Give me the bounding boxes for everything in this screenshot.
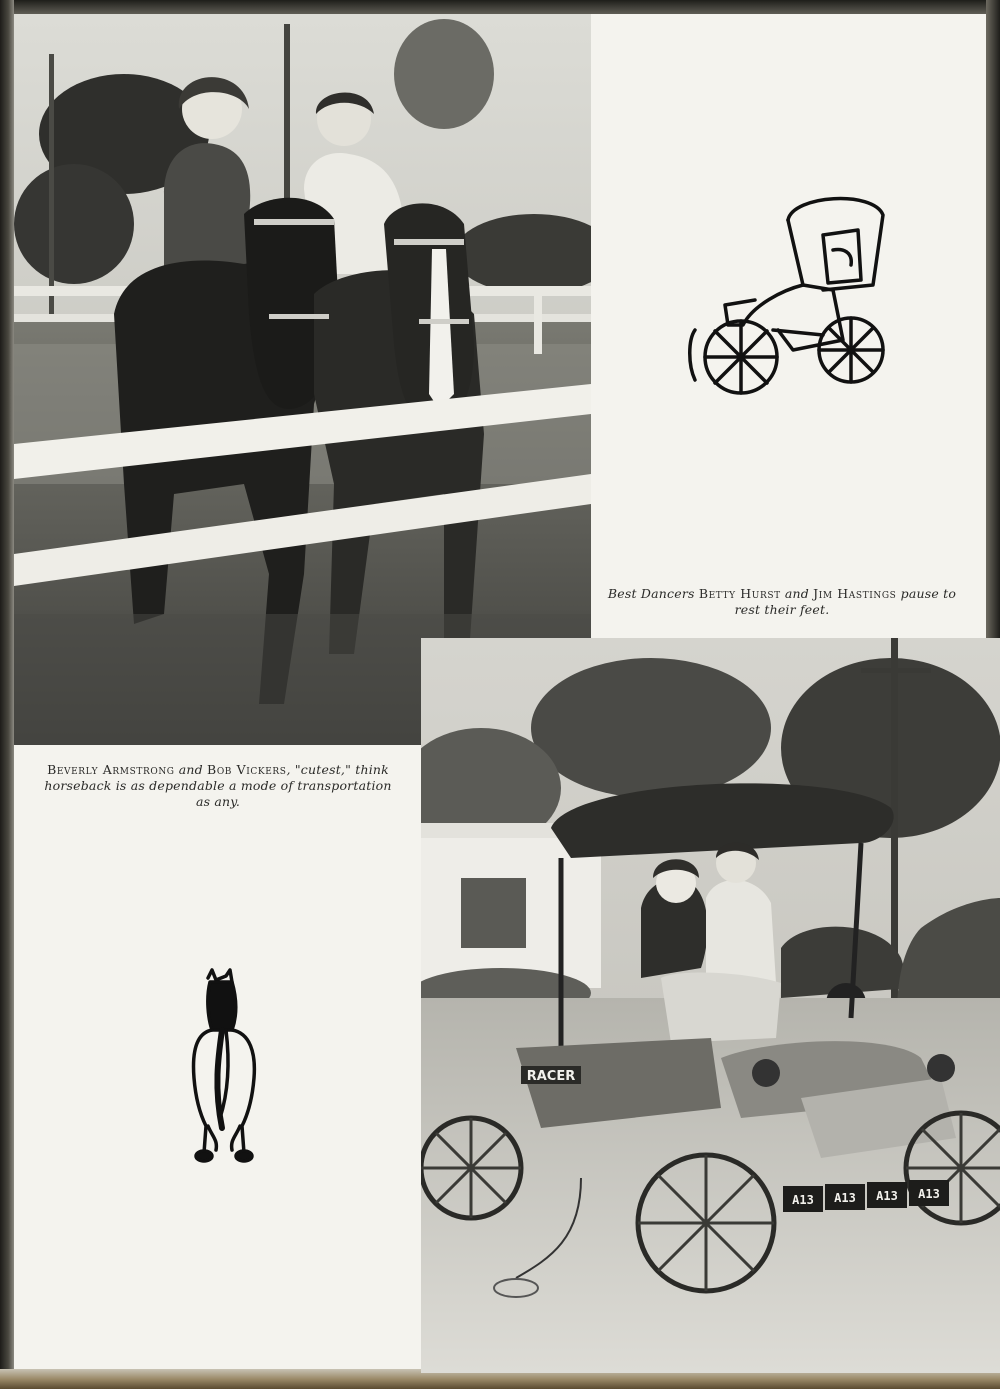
- racer-sign: RACER: [526, 1069, 576, 1084]
- page-binding-top: [0, 0, 1000, 14]
- horseback-photo: [14, 14, 591, 745]
- plate-1: A13: [792, 1193, 814, 1207]
- cutest-name-1: Beverly Armstrong: [47, 762, 175, 777]
- dancers-caption: [606, 586, 958, 618]
- cutest-name-2: Bob Vickers: [207, 762, 287, 777]
- horse-rear-drawing-icon: [188, 968, 260, 1164]
- cutest-caption-and: and: [174, 762, 208, 777]
- dancer-name-1: Betty Hurst: [698, 586, 781, 601]
- cutest-caption: [40, 762, 396, 810]
- plate-2: A13: [834, 1191, 856, 1205]
- dancers-caption-and: and: [780, 586, 814, 601]
- buggy-drawing-icon: [683, 190, 888, 405]
- cutest-caption-rest: , "cutest," think horseback is as dependable a mode of transportation as any.: [44, 762, 392, 809]
- dancer-name-2: Jim Hastings: [813, 586, 897, 601]
- plate-3: A13: [876, 1189, 898, 1203]
- old-car-photo: [421, 638, 1000, 1373]
- dancers-caption-lead: Best Dancers: [607, 586, 699, 601]
- page-binding-left: [0, 0, 14, 1389]
- plate-4: A13: [918, 1187, 940, 1201]
- dancers-caption-rest: pause to rest their feet.: [734, 586, 957, 617]
